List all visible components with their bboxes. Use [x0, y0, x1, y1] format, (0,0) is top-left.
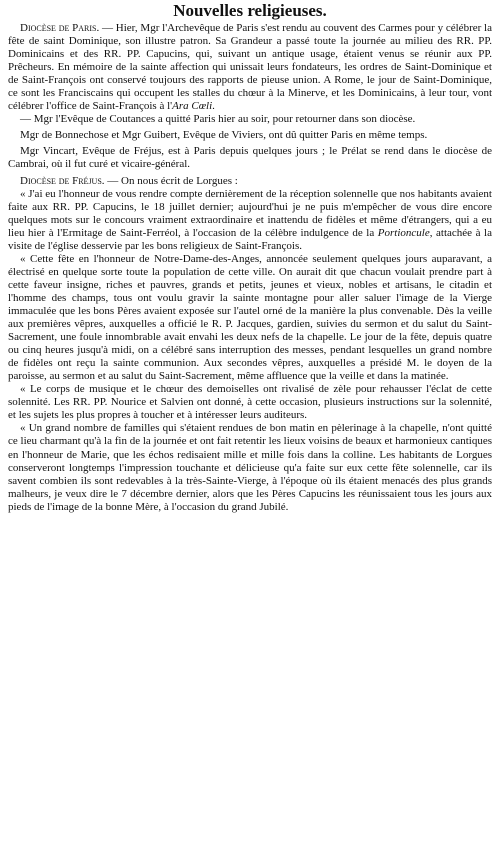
- paragraph-families: [8, 422, 492, 513]
- paragraph-text: , attachée à la visite de l'église desservie par les bons religieux de Saint-François.: [8, 226, 492, 252]
- diocese-heading: Diocèse de Paris.: [20, 22, 100, 34]
- italic-text: Portioncule: [377, 226, 430, 239]
- paragraph-coutances: [8, 113, 492, 126]
- diocese-heading: Diocèse de Fréjus.: [20, 174, 105, 187]
- paragraph-text: Mgr de Bonnechose et Mgr Guibert, Evêque de Viviers, ont dû quitter Paris en même temps.: [20, 129, 428, 142]
- article-title: Nouvelles religieuses.: [173, 1, 327, 20]
- paragraph-text: Mgr Vincart, Evêque de Fréjus, est à Paris depuis quelques jours ; le Prélat se rend dans le diocèse de Cambrai, où il fut curé et vicaire-général.: [8, 145, 492, 171]
- paragraph-vincart: [8, 145, 492, 171]
- italic-text: Ara Cœli: [172, 100, 213, 113]
- paragraph-text: .: [212, 100, 215, 113]
- paragraph-text: — Mgr l'Evêque de Coutances a quitté Paris hier au soir, pour retourner dans son diocèse.: [20, 113, 416, 126]
- paragraph-bonnechose: [8, 129, 492, 142]
- paragraph-text: « Le corps de musique et le chœur des demoiselles ont rivalisé de zèle pour rehausser l'éclat de cette solennité. Les RR. PP. Nourice et Salvien ont donné, à cette occasion, plusieurs instructions sur la solennité, et les sujets les plus propres à toucher et à intéresser leurs auditeurs.: [8, 383, 492, 422]
- paragraph-text: « Cette fête en l'honneur de Notre-Dame-des-Anges, annoncée seulement quelques jours auparavant, a électrisé en quelque sorte toute la population de cette ville. On aurait dit que chacun voulait prendre part à cette faveur insigne, riches et pauvres, grands et petits, jeunes et vieux, nobles et artisans, le citadin et l'homme des champs, tous ont voulu gravir la sainte montagne pour aller saluer l'image de la Vierge immaculée que les bons Pères avaient exposée sur l'autel orné de la manière la plus convenable. Dès la veille aux premières vêpres, auxquelles a officié le R. P. Jacques, gardien, suivies du sermon et du salut du Saint-Sacrement, une foule innombrable avait envahi les deux nefs de la chapelle. Le jour de la fête, depuis quatre ou cinq heures jusqu'à midi, on a célébré sans interruption des messes, pendant lesquelles un grand nombre de fidèles ont reçu la sainte communion. Aux secondes vêpres, auxquelles a présidé M. le doyen de la paroisse, au sermon et au salut du Saint-Sacrement, même affluence que la veille et dans la matinée.: [8, 252, 492, 383]
- paragraph-text: — On nous écrit de Lorgues :: [104, 174, 238, 187]
- paragraph-text: — Hier, Mgr l'Archevêque de Paris s'est rendu au couvent des Carmes pour y célébrer la fête de saint Dominique, son illustre patron. Sa Grandeur a passé toute la journée au milieu des RR. PP. Dominicains et des RR. PP. Capucins, qui, suivant un antique usage, étaient venus se réunir aux PP. Prêcheurs. En mémoire de la sainte affection qui unissait leurs fondateurs, les ordres de Saint-Dominique et de Saint-François ont conservé toujours des rapports de pieuse union. A Rome, le jour de Saint-Dominique, ce sont les Franciscains qui occupent les stalles du chœur à la Minerve, et les Dominicains, à leur tour, vont célébrer l'office de Saint-François à l': [8, 22, 492, 113]
- paragraph-feast: [8, 253, 492, 383]
- paragraph-music: [8, 383, 492, 422]
- paragraph-text: « J'ai eu l'honneur de vous rendre compte dernièrement de la réception solennelle que nos habitants avaient faite aux RR. PP. Capucins, le 18 juillet dernier; aujourd'hui je ne puis m'empêcher de vous dire encore quelques mots sur le concours vraiment extraordinaire et inattendu de fidèles et même d'étrangers, qui a eu lieu hier à l'Ermitage de Saint-Ferréol, à l'occasion de la célèbre indulgence de la: [8, 187, 492, 239]
- paragraph-frejus-heading: [8, 175, 492, 188]
- paragraph-letter-intro: [8, 188, 492, 253]
- paragraph-paris-archbishop: [8, 22, 492, 113]
- paragraph-text: « Un grand nombre de familles qui s'étaient rendues de bon matin en pèlerinage à la chapelle, n'ont quitté ce lieu charmant qu'à la fin de la journée et ont fait retentir les lieux voisins de beaux et harmonieux cantiques en l'honneur de Marie, que les échos redisaient mille et mille fois dans la colline. Les habitants de Lorgues conserveront longtemps l'impression touchante et délicieuse qu'a faite sur eux cette fête solennelle, car ils savent combien ils sont redevables à la très-Sainte-Vierge, à l'époque où ils étaient menacés des plus grands malheurs, je veux dire le 7 décembre dernier, alors que les Pères Capucins les réunissaient tous les jours aux pieds de l'image de la bonne Mère, à l'occasion du grand Jubilé.: [8, 422, 492, 513]
